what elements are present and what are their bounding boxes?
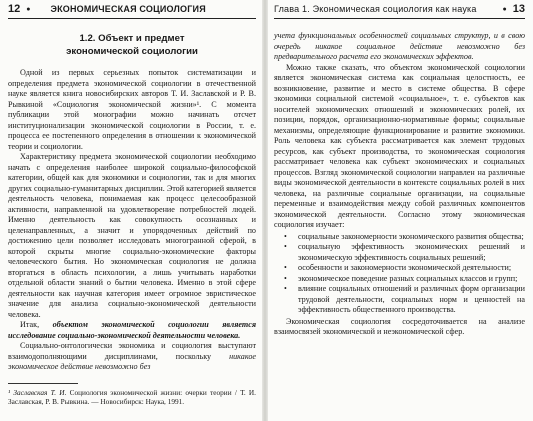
bullet-icon: • xyxy=(284,273,287,283)
paragraph-lead: Итак, xyxy=(20,320,53,329)
page-number: 13 xyxy=(512,3,525,15)
bullet-icon: • xyxy=(284,242,287,251)
left-page xyxy=(0,0,262,421)
running-title: ЭКОНОМИЧЕСКАЯ СОЦИОЛОГИЯ xyxy=(50,4,206,14)
list-item: • влияние социальных отношений и различных форм организации трудовой деятельности, социальных норм и ценностей на эффективность общественного производства. xyxy=(284,284,525,314)
bullet-dot-icon: ● xyxy=(26,5,31,13)
list-item: • экономическое поведение разных социальных классов и групп; xyxy=(284,273,518,283)
paragraph xyxy=(274,31,525,63)
section-title-line: экономической социологии xyxy=(66,46,198,57)
running-title: Глава 1. Экономическая социология как наука xyxy=(274,4,477,14)
paragraph: Характеристику предмета экономической социологии необходимо начать с определения наиболее широкой социально-философской категории, общей как для экономики и социологии, так и для многих других социально-гуманитарных дисциплин. Этой категорией является деятельность человека, понимаемая как процесс целесообразной активности, направленной на удовлетворение потребностей людей. Именно деятельность как совокупность осознанных и целенаправленных, а значит и упорядоченных действий по достижению цели позволяет исследовать многогранной сферой, в которой скрыты многие социально-экономические факторы человеческого бытия. Но экономическая социология не должна вторгаться в область психологии, а лишь учитывать наработки отдельной области знаний о бытии человека. Именно в этой сфере деятельности как научная категория имеет огромное эвристическое значение для анализа социально-экономической деятельности человека. xyxy=(8,152,256,319)
italic-text: никакое экономическое действие невозможно без xyxy=(8,351,256,371)
bullet-icon: • xyxy=(284,263,287,272)
section-title-line: 1.2. Объект и предмет xyxy=(79,33,185,44)
footnote-text: Социология экономической жизни: очерки теории / Т. И. Заславская, Р. В. Рывкина. — Новосибирск: Наука, 1991. xyxy=(8,387,256,406)
list-item: • особенности и закономерности экономической деятельности; xyxy=(284,263,512,272)
list-item: • социальные закономерности экономического развития общества; xyxy=(284,231,524,241)
paragraph: Одной из первых серьезных попыток систематизации и определения предмета экономической социологии в отечественной науке является книга новосибирских авторов Т. И. Заславской и Р. В. Рывкиной «Социология экономической жизни»¹. С момента публикации этой монографии можно начинать отсчет институционализации экономической социологии в России, т. е. процесса ее постепенного определения в отношении к экономической теории и социологии. xyxy=(8,68,256,151)
bullet-list xyxy=(274,232,525,316)
right-page-header xyxy=(274,0,525,19)
italic-text: учета функциональных особенностей социальных структур, и в свою очередь никакое социальное действие невозможно без предварительного расчета его экономических эффектов. xyxy=(274,31,525,61)
paragraph: Экономическая социология сосредоточивается на анализе взаимосвязей экономической и неэкономической сфер. xyxy=(274,316,525,336)
section-title xyxy=(8,32,256,58)
paragraph-lead: Социально-онтологически экономика и социология выступают взаимодополняющими дисциплинами, поскольку xyxy=(8,341,256,361)
bullet-icon: • xyxy=(284,284,287,293)
page-number: 12 xyxy=(8,3,21,15)
bullet-dot-icon: ● xyxy=(502,5,507,13)
header-tail xyxy=(497,3,525,15)
emphasis-text: объектом экономической социологии является исследование социально-экономической деятельности человека. xyxy=(8,320,257,340)
footnote-author: ¹ Заславская Т. И. xyxy=(8,387,67,397)
left-page-header xyxy=(8,0,256,19)
right-page xyxy=(268,0,533,421)
paragraph xyxy=(8,320,256,341)
list-item: • социальную эффективность экономических решений и экономическую эффективность социальных решений; xyxy=(284,242,525,262)
paragraph xyxy=(8,341,256,373)
bullet-icon: • xyxy=(284,231,287,241)
paragraph: Можно также сказать, что объектом экономической социологии является экономическая система как социальная целостность, ее возникновение, развитие и место в системе общества. В сфере экономики социальной системой «социальное», т. е. субъектов как носителей экономических отношений и экономических ролей, их позиции, порядок, организационно-нормативные формы; социальные механизмы, определяющие функционирование и развитие экономики. Роль человека как субъекта рассматривается как элемент трудовых ресурсов, как субъект производства, то экономическая социология рассматривает человека как субъект экономических и социальных процессов. Взгляд экономической социологии направлен на различные виды экономической деятельности в контексте социальных ролей в них человека, на различные социальные организации, на социальные переменные и взаимодействия между собой различных компонентов экономической деятельности. Согласно этому экономическая социология изучает: xyxy=(274,62,525,229)
footnote xyxy=(8,388,256,407)
footnote-divider xyxy=(8,383,78,384)
